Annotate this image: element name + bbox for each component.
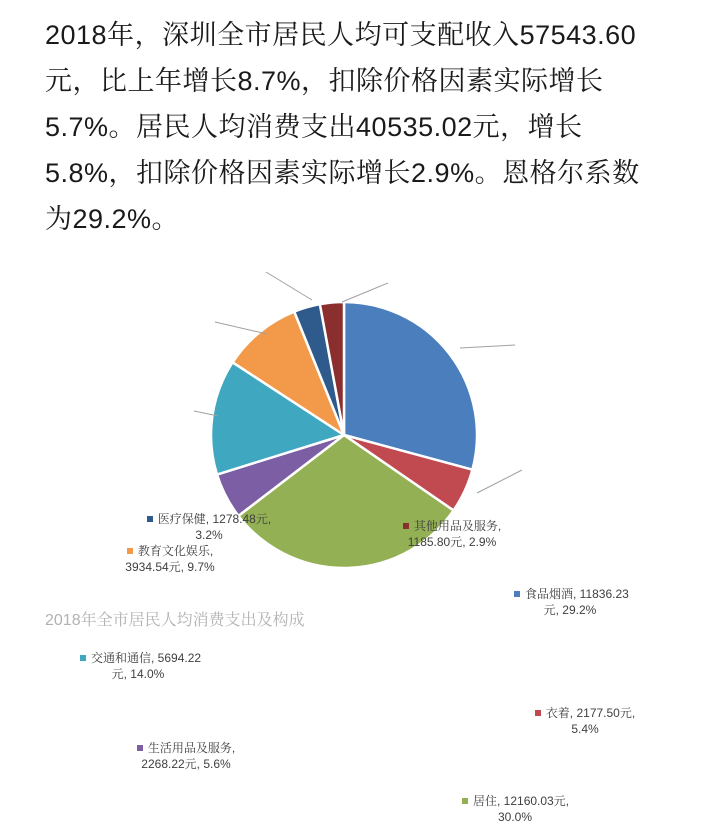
chart-caption: 2018年全市居民人均消费支出及构成 [45,612,305,629]
leader-line-other [342,283,388,302]
slice-label-text: 居住, 12160.03元, [473,794,570,808]
slice-label-household [136,740,236,772]
leader-line-education [215,322,267,334]
slice-marker-icon [403,523,409,529]
slice-marker-icon [147,516,153,522]
slice-marker-icon [80,655,86,661]
slice-label-text: 3934.54元, 9.7% [125,560,215,574]
slice-label-text: 3.2% [195,528,223,542]
slice-label-text: 交通和通信, 5694.22 [91,651,202,665]
slice-marker-icon [514,591,520,597]
leader-line-food [460,345,515,348]
slice-label-text: 5.4% [571,722,599,736]
slice-marker-icon [462,798,468,804]
slice-label-text: 食品烟酒, 11836.23 [525,587,629,601]
slice-label-education [113,543,227,575]
slice-label-text: 2268.22元, 5.6% [141,757,231,771]
slice-label-text: 衣着, 2177.50元, [545,706,636,720]
intro-line: 5.7%。居民人均消费支出40535.02元，增长 [45,112,583,142]
slice-marker-icon [127,548,133,554]
slice-label-text: 1185.80元, 2.9% [407,535,497,549]
slice-label-text: 生活用品及服务, [147,741,236,755]
slice-marker-icon [137,745,143,751]
slice-label-housing [462,793,568,825]
slice-label-text: 30.0% [497,810,533,824]
slice-label-clothing [534,705,636,737]
slice-label-text: 元, 14.0% [111,667,165,681]
slice-marker-icon [535,710,541,716]
intro-paragraph [45,12,675,242]
slice-label-text: 元, 29.2% [543,603,597,617]
slice-label-text: 其他用品及服务, [413,519,502,533]
intro-line: 2018年，深圳全市居民人均可支配收入57543.60 [45,20,637,50]
slice-label-text: 教育文化娱乐, [137,544,214,558]
pie-chart [0,250,702,824]
slice-label-transport [80,650,202,682]
intro-line: 5.8%，扣除价格因素实际增长2.9%。恩格尔系数 [45,158,640,188]
leader-line-medical [266,272,312,300]
slice-label-text: 医疗保健, 1278.48元, [157,512,272,526]
slice-label-medical [140,511,278,543]
intro-line: 元，比上年增长8.7%，扣除价格因素实际增长 [45,66,604,96]
slice-label-food [514,586,629,618]
leader-line-clothing [477,470,522,493]
intro-line: 为29.2%。 [45,204,180,234]
slice-label-other [398,518,506,550]
